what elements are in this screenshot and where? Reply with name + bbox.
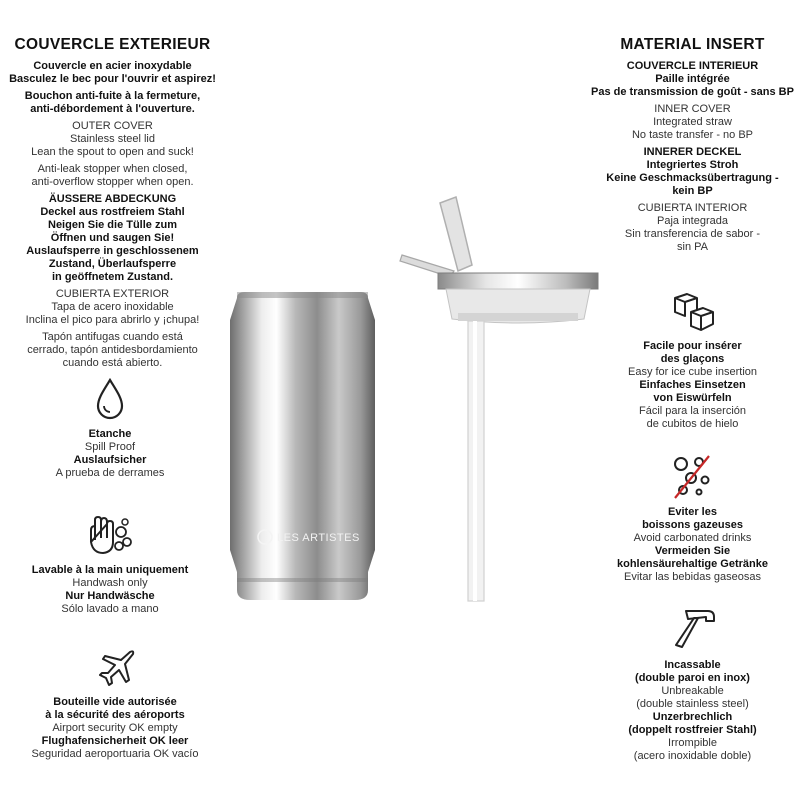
no-bubbles-icon bbox=[669, 452, 717, 500]
handwash-feature bbox=[25, 512, 195, 616]
es-label: Fácil para la inserción bbox=[639, 404, 746, 417]
water-drop-icon bbox=[90, 376, 130, 422]
fr-line: Paille intégrée bbox=[655, 73, 730, 86]
en-label: Airport security OK empty bbox=[52, 721, 178, 734]
hand-wash-icon bbox=[85, 512, 135, 558]
es-label: Seguridad aeroportuaria OK vacío bbox=[31, 747, 199, 760]
es-title: CUBIERTA INTERIOR bbox=[637, 201, 748, 214]
fr-label: Incassable bbox=[664, 659, 721, 671]
de-label: Nur Handwäsche bbox=[65, 589, 155, 602]
unbreakable-feature bbox=[610, 605, 775, 763]
hammer-icon bbox=[668, 605, 718, 653]
fr-title: COUVERCLE INTERIEUR bbox=[626, 60, 759, 73]
de-line: Neigen Sie die Tülle zum bbox=[48, 218, 177, 231]
en-label: Avoid carbonated drinks bbox=[633, 531, 752, 544]
es-label: de cubitos de hielo bbox=[646, 417, 739, 430]
en-label: Unbreakable bbox=[661, 684, 724, 697]
airport-feature bbox=[15, 646, 215, 761]
en-label: Easy for ice cube insertion bbox=[627, 365, 757, 378]
en-line: Integrated straw bbox=[653, 116, 732, 129]
outer-cover-title: COUVERCLE EXTERIEUR bbox=[14, 36, 211, 53]
lid-with-straw-image bbox=[398, 195, 608, 605]
en-label: Handwash only bbox=[72, 576, 148, 589]
de-line: Öffnen und saugen Sie! bbox=[50, 231, 175, 244]
en-line: Stainless steel lid bbox=[70, 133, 155, 146]
en-label: (double stainless steel) bbox=[636, 697, 749, 710]
fr-label: Facile pour insérer bbox=[643, 340, 742, 352]
de-label: Vermeiden Sie bbox=[654, 544, 731, 557]
es-label: Sólo lavado a mano bbox=[61, 602, 159, 615]
fr-line: anti-débordement à l'ouverture. bbox=[30, 103, 195, 116]
spill-proof-feature bbox=[30, 376, 190, 480]
material-insert-section bbox=[585, 36, 800, 254]
de-line: Zustand, Überlaufsperre bbox=[48, 257, 177, 270]
de-title: INNERER DECKEL bbox=[643, 146, 742, 159]
de-label: von Eiswürfeln bbox=[653, 391, 732, 404]
en-line: Anti-leak stopper when closed, bbox=[37, 163, 188, 176]
es-label: Evitar las bebidas gaseosas bbox=[624, 570, 761, 583]
material-insert-title: MATERIAL INSERT bbox=[620, 36, 765, 53]
en-label: Spill Proof bbox=[84, 440, 136, 453]
fr-label: boissons gazeuses bbox=[642, 518, 743, 531]
fr-line: Couvercle en acier inoxydable bbox=[33, 60, 192, 73]
es-line: Inclina el pico para abrirlo y ¡chupa! bbox=[25, 313, 200, 326]
de-line: in geöffnetem Zustand. bbox=[52, 270, 173, 283]
de-line: kein BP bbox=[672, 185, 713, 197]
outer-cover-section bbox=[0, 36, 225, 370]
es-line: Sin transferencia de sabor - bbox=[624, 227, 761, 240]
en-line: Lean the spout to open and suck! bbox=[31, 146, 194, 159]
fr-label: Lavable à la main uniquement bbox=[31, 564, 189, 576]
fr-label: Eviter les bbox=[668, 506, 717, 518]
es-line: sin PA bbox=[677, 240, 708, 253]
de-label: Unzerbrechlich bbox=[652, 710, 733, 723]
fr-line: Basculez le bec pour l'ouvrir et aspirez! bbox=[9, 73, 216, 86]
es-line: Tapa de acero inoxidable bbox=[51, 300, 174, 313]
es-line: Tapón antifugas cuando está bbox=[42, 330, 183, 343]
brand-engraving: LES ARTISTES bbox=[277, 532, 360, 544]
de-line: Auslaufsperre in geschlossenem bbox=[26, 244, 199, 257]
es-label: (acero inoxidable doble) bbox=[633, 749, 752, 762]
de-line: Keine Geschmacksübertragung - bbox=[606, 172, 779, 185]
de-label: (doppelt rostfreier Stahl) bbox=[628, 723, 757, 736]
fr-line: Bouchon anti-fuite à la fermeture, bbox=[24, 90, 201, 103]
fr-label: des glaçons bbox=[660, 352, 725, 365]
no-carbonated-feature bbox=[600, 452, 785, 584]
fr-label: Bouteille vide autorisée bbox=[53, 696, 177, 708]
es-line: Paja integrada bbox=[657, 214, 728, 227]
stainless-can-image bbox=[215, 290, 390, 605]
en-line: anti-overflow stopper when open. bbox=[31, 176, 194, 189]
es-label: A prueba de derrames bbox=[55, 466, 165, 479]
fr-label: Etanche bbox=[88, 428, 132, 440]
es-label: Irrompible bbox=[668, 736, 717, 749]
de-line: Deckel aus rostfreiem Stahl bbox=[40, 205, 185, 218]
en-line: No taste transfer - no BP bbox=[631, 129, 754, 142]
es-line: cerrado, tapón antidesbordamiento bbox=[27, 343, 198, 356]
de-title: ÄUSSERE ABDECKUNG bbox=[48, 193, 177, 205]
de-label: Auslaufsicher bbox=[73, 453, 147, 466]
fr-label: (double paroi en inox) bbox=[635, 671, 750, 684]
es-line: cuando está abierto. bbox=[62, 356, 163, 369]
en-title: OUTER COVER bbox=[72, 120, 153, 133]
en-title: INNER COVER bbox=[654, 103, 731, 116]
de-line: Integriertes Stroh bbox=[646, 159, 739, 172]
airplane-icon bbox=[92, 646, 138, 690]
de-label: kohlensäurehaltige Getränke bbox=[617, 557, 768, 570]
de-label: Einfaches Einsetzen bbox=[639, 378, 746, 391]
de-label: Flughafensicherheit OK leer bbox=[41, 734, 189, 747]
fr-label: à la sécurité des aéroports bbox=[45, 708, 185, 721]
ice-cubes-icon bbox=[669, 290, 717, 334]
ice-cube-feature bbox=[605, 290, 780, 431]
fr-line: Pas de transmission de goût - sans BP bbox=[591, 86, 794, 99]
es-title: CUBIERTA EXTERIOR bbox=[55, 287, 170, 300]
